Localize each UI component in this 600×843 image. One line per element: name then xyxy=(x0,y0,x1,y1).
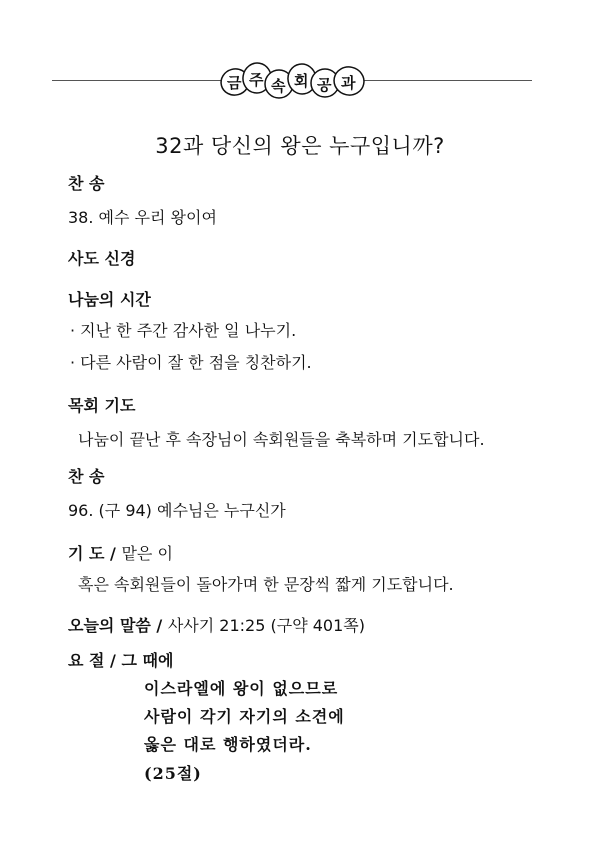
sharing-item: · 지난 한 주간 감사한 일 나누기. xyxy=(70,321,297,340)
key-verse-lead: 그 때에 xyxy=(121,651,174,670)
pastoral-prayer-label: 목회 기도 xyxy=(68,396,136,415)
sharing-label: 나눔의 시간 xyxy=(68,290,151,309)
today-word-label: 오늘의 말씀 xyxy=(68,616,151,635)
today-word-reference: 사사기 21:25 (구약 401쪽) xyxy=(167,616,365,635)
hymn2-label: 찬 송 xyxy=(68,467,105,486)
key-verse-line: 이스라엘에 왕이 없으므로 xyxy=(144,679,339,698)
header-char: 금 xyxy=(227,74,242,92)
key-verse-line: 사람이 각기 자기의 소견에 xyxy=(144,707,345,726)
prayer-content: 혹은 속회원들이 돌아가며 한 문장씩 짧게 기도합니다. xyxy=(78,575,454,594)
prayer-assignee: 맡은 이 xyxy=(121,544,173,563)
header-char: 과 xyxy=(341,74,356,92)
hymn2-content: 96. (구 94) 예수님은 누구신가 xyxy=(68,501,286,520)
today-word-heading xyxy=(68,613,365,636)
header-char: 회 xyxy=(294,72,309,90)
key-verse-line: 옳은 대로 행하였더라. xyxy=(144,735,312,754)
prayer-label: 기 도 xyxy=(68,544,105,563)
key-verse-heading xyxy=(68,648,173,671)
hymn1-content: 38. 예수 우리 왕이여 xyxy=(68,208,217,227)
creed-label: 사도 신경 xyxy=(68,249,136,268)
today-word-separator: / xyxy=(150,616,168,635)
prayer-separator: / xyxy=(104,544,122,563)
header-char: 주 xyxy=(249,71,264,89)
header-char: 속 xyxy=(271,77,286,95)
key-verse-separator: / xyxy=(104,651,122,670)
key-verse-ref: (25절) xyxy=(144,764,202,783)
prayer-heading xyxy=(68,541,173,564)
header-char: 공 xyxy=(317,76,332,94)
key-verse-label: 요 절 xyxy=(68,651,105,670)
lesson-title: 32과 당신의 왕은 누구입니까? xyxy=(155,134,445,158)
header-badge xyxy=(215,61,375,101)
pastoral-prayer-content: 나눔이 끝난 후 속장님이 속회원들을 축복하며 기도합니다. xyxy=(78,430,485,449)
hymn1-label: 찬 송 xyxy=(68,174,105,193)
sharing-item: · 다른 사람이 잘 한 점을 칭찬하기. xyxy=(70,353,312,372)
